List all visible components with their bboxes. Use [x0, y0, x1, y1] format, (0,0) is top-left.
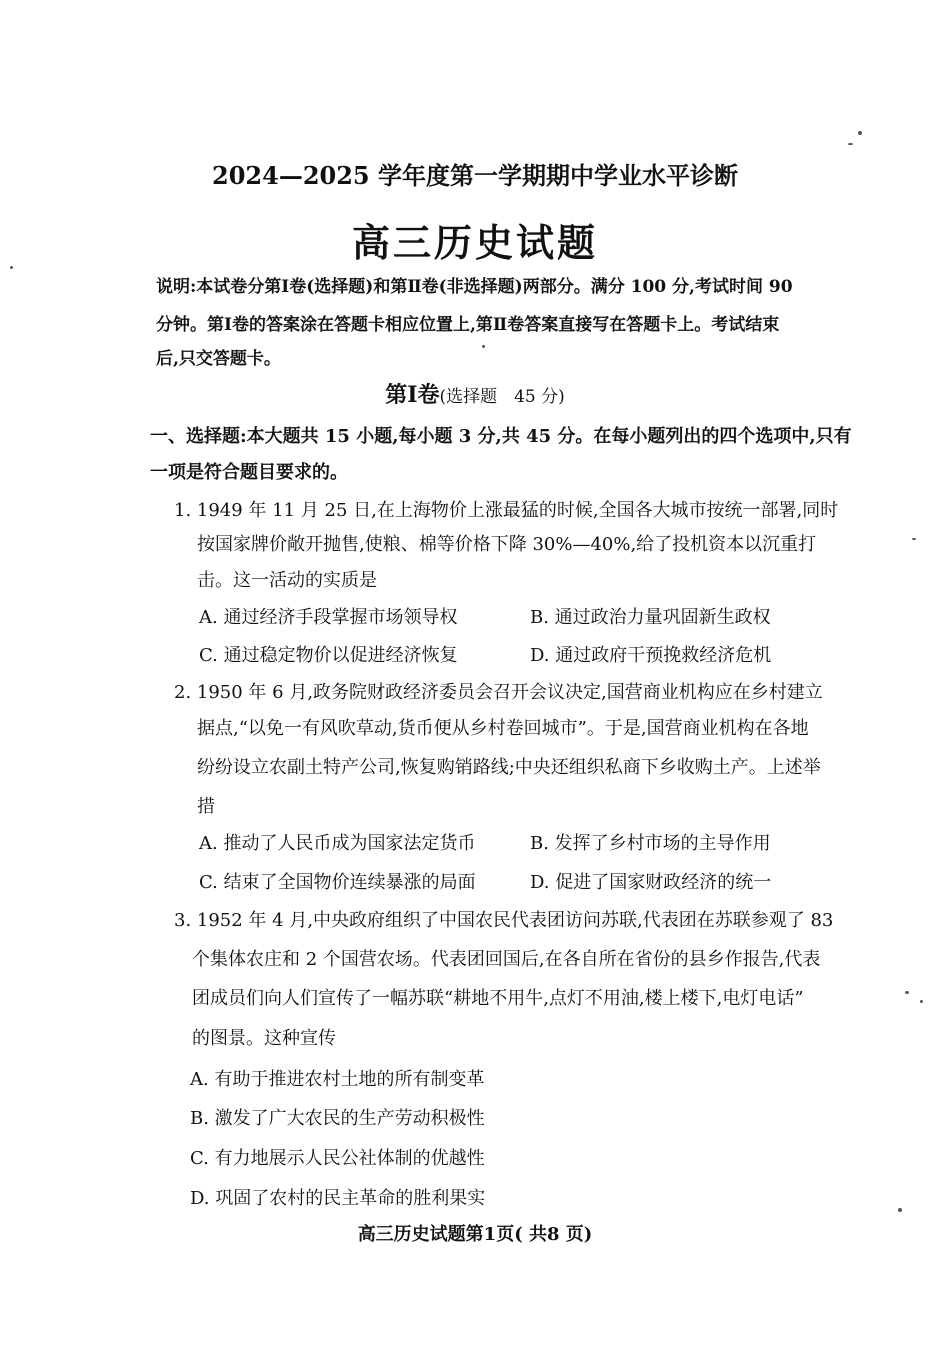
instructions-line-3: 后,只交答题卡。: [156, 349, 281, 369]
question-2-line-1: 2. 1950 年 6 月,政务院财政经济委员会召开会议决定,国营商业机构应在乡村建立: [174, 682, 823, 703]
question-1-option-c: C. 通过稳定物价以促进经济恢复: [199, 645, 458, 666]
question-2-option-d: D. 促进了国家财政经济的统一: [530, 872, 772, 893]
section-instructions-line-1: 一、选择题:本大题共 15 小题,每小题 3 分,共 45 分。在每小题列出的四个选项中,只有: [150, 426, 852, 447]
question-1-line-3: 击。这一活动的实质是: [197, 570, 377, 591]
question-1-option-a: A. 通过经济手段掌握市场领导权: [199, 607, 458, 628]
question-3-line-2: 个集体农庄和 2 个国营农场。代表团回国后,在各自所在省份的县乡作报告,代表: [192, 949, 821, 970]
volume-detail: (选择题 45 分): [439, 387, 565, 407]
scan-speck: [848, 143, 853, 145]
question-3-line-3: 团成员们向人们宣传了一幅苏联“耕地不用牛,点灯不用油,楼上楼下,电灯电话”: [192, 988, 804, 1009]
question-1-option-b: B. 通过政治力量巩固新生政权: [530, 607, 771, 628]
question-1-option-d: D. 通过政府干预挽救经济危机: [530, 645, 772, 666]
volume-heading: [0, 378, 950, 409]
exam-title: 高三历史试题: [351, 220, 598, 265]
volume-label: 第Ⅰ卷: [385, 382, 440, 408]
question-2-line-3: 纷纷设立农副土特产公司,恢复购销路线;中央还组织私商下乡收购土产。上述举: [197, 757, 821, 778]
question-3-option-c: C. 有力地展示人民公社体制的优越性: [190, 1148, 485, 1169]
question-2-option-c: C. 结束了全国物价连续暴涨的局面: [199, 872, 476, 893]
question-1-line-2: 按国家牌价敞开抛售,使粮、棉等价格下降 30%—40%,给了投机资本以沉重打: [197, 534, 817, 555]
scan-speck: [898, 1208, 902, 1212]
scan-speck: [482, 345, 485, 348]
question-3-line-1: 3. 1952 年 4 月,中央政府组织了中国农民代表团访问苏联,代表团在苏联参观了 83: [174, 910, 834, 931]
question-2-line-2: 据点,“以免一有风吹草动,货币便从乡村卷回城市”。于是,国营商业机构在各地: [197, 718, 809, 739]
scan-speck: [912, 538, 916, 540]
exam-subtitle: 2024—2025 学年度第一学期期中学业水平诊断: [212, 161, 738, 190]
question-1-line-1: 1. 1949 年 11 月 25 日,在上海物价上涨最猛的时候,全国各大城市按统一部署,同时: [174, 500, 839, 521]
page-footer: 高三历史试题第1页( 共8 页): [357, 1224, 593, 1245]
question-3-option-a: A. 有助于推进农村土地的所有制变革: [190, 1069, 485, 1090]
question-2-option-a: A. 推动了人民币成为国家法定货币: [199, 833, 476, 854]
question-3-option-b: B. 激发了广大农民的生产劳动积极性: [190, 1108, 485, 1129]
question-2-option-b: B. 发挥了乡村市场的主导作用: [530, 833, 771, 854]
scan-speck: [858, 131, 862, 135]
scan-speck: [905, 991, 909, 994]
scan-speck: [920, 1000, 923, 1003]
instructions-line-1: 说明:本试卷分第Ⅰ卷(选择题)和第Ⅱ卷(非选择题)两部分。满分 100 分,考试时间 90: [156, 277, 793, 297]
question-3-line-4: 的图景。这种宣传: [192, 1028, 336, 1049]
scan-speck: [10, 266, 13, 269]
question-2-line-4: 措: [197, 796, 215, 817]
section-instructions-line-2: 一项是符合题目要求的。: [150, 462, 348, 483]
question-3-option-d: D. 巩固了农村的民主革命的胜利果实: [190, 1188, 486, 1209]
instructions-line-2: 分钟。第Ⅰ卷的答案涂在答题卡相应位置上,第Ⅱ卷答案直接写在答题卡上。考试结束: [156, 315, 780, 335]
